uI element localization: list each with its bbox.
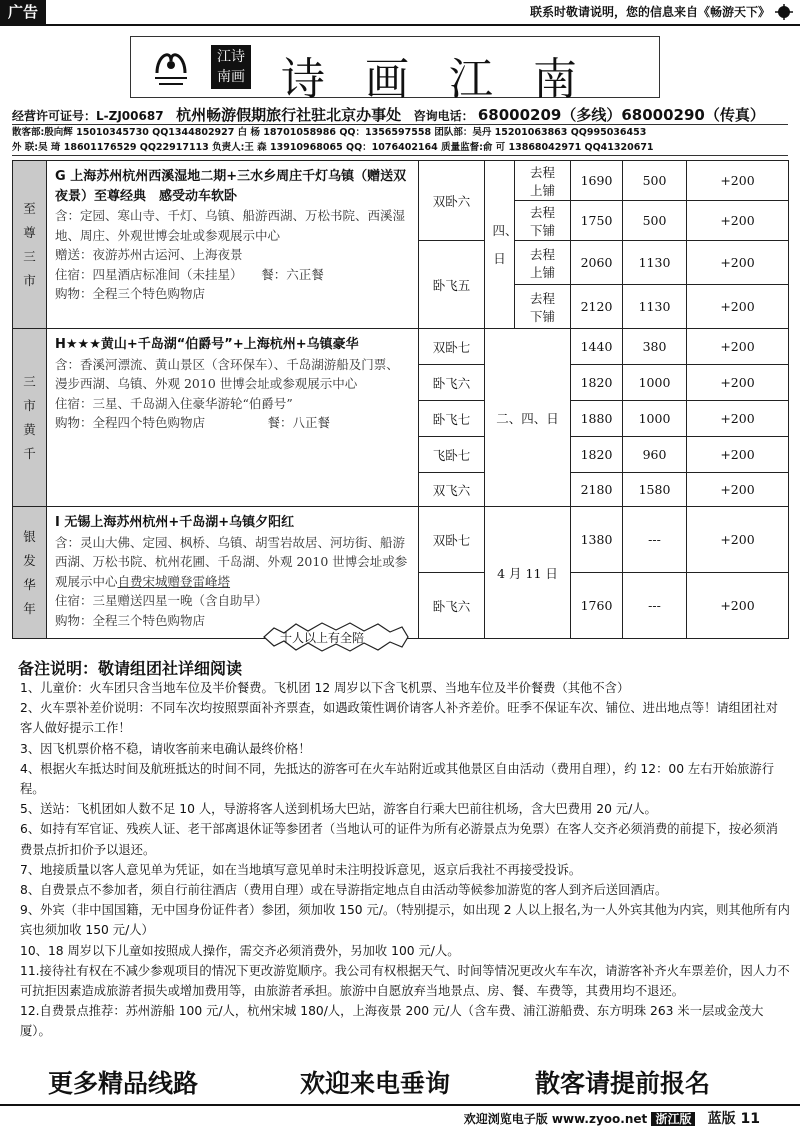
escort-badge-text: 十人以上有全陪 <box>280 631 365 645</box>
adult-price: 1380 <box>571 507 623 573</box>
route-line: 购物：全程三个特色购物店 <box>55 612 206 628</box>
transport-cell: 卧飞六 <box>419 365 485 401</box>
single-supplement: +200 <box>687 329 789 365</box>
top-bar <box>0 0 800 26</box>
adult-price: 2060 <box>571 241 623 285</box>
transport-cell: 双卧七 <box>419 507 485 573</box>
child-price: 960 <box>623 437 687 473</box>
route-line: 住宿：四星酒店标准间（未挂星） 餐：六正餐 <box>55 266 324 282</box>
child-price: 1000 <box>623 365 687 401</box>
transport-cell: 卧飞六 <box>419 573 485 639</box>
route-category: 三市黄千 <box>13 329 47 507</box>
route-title: G 上海苏州杭州西溪湿地二期+三水乡周庄千灯乌镇（赠送双夜景）至尊经典 感受动车软卧 <box>55 169 407 204</box>
note-item: 8、自费景点不参加者，须自行前往酒店（费用自理）或在导游指定地点自由活动等候参加游览的客人到齐后送回酒店。 <box>20 883 668 898</box>
single-supplement: +200 <box>687 507 789 573</box>
note-item: 11.接待社有权在不减少参观项目的情况下更改游览顺序。我公司有权根据天气、时间等情况更改火车车次，请游客补齐火车票差价，因人力不可抗拒因素造成旅游者损失或增加费用等，由旅游者承担。旅游中自愿放弃当地景点、房、餐、车费等，其费用均不退还。 <box>20 963 790 999</box>
slogan: 欢迎来电垂询 <box>300 1069 451 1098</box>
transport-cell: 双飞六 <box>419 473 485 507</box>
single-supplement: +200 <box>687 241 789 285</box>
departure-days: 二、四、日 <box>485 329 571 507</box>
transport-cell: 飞卧七 <box>419 437 485 473</box>
contact-row: 外 联:吴 琦 18601176529 QQ22917113 负责人:王 森 13910968065 QQ：1076402164 质量监督:俞 可 13868042971 QQ41320671 <box>12 142 654 153</box>
adult-price: 2180 <box>571 473 623 507</box>
child-price: --- <box>623 573 687 639</box>
berth-cell: 去程下铺 <box>515 285 571 329</box>
adult-price: 1690 <box>571 161 623 201</box>
departure-days: 四、日 <box>485 161 515 329</box>
adult-price: 1750 <box>571 201 623 241</box>
route-extra: 自费宋城赠登雷峰塔 <box>117 573 231 589</box>
footer-divider <box>0 1104 800 1106</box>
child-price: --- <box>623 507 687 573</box>
contact-list <box>12 124 788 156</box>
berth-cell: 去程下铺 <box>515 201 571 241</box>
child-price: 500 <box>623 161 687 201</box>
route-category: 至尊三市 <box>13 161 47 329</box>
source-note: 联系时敬请说明，您的信息来自《畅游天下》 <box>529 5 770 19</box>
notes-list <box>20 678 790 1042</box>
route-line: 含：香溪河漂流、黄山景区（含环保车）、千岛湖游船及门票、漫步西湖、乌镇、外观 2010 世博会址或参观展示中心 <box>55 356 399 391</box>
page-title: 诗画江南 <box>281 54 617 105</box>
note-item: 5、送站：飞机团如人数不足 10 人，导游将客人送到机场大巴站，游客自行乘大巴前往机场，含大巴费用 20 元/人。 <box>20 802 657 817</box>
child-price: 380 <box>623 329 687 365</box>
adult-price: 1880 <box>571 401 623 437</box>
route-line: 含：定园、寒山寺、千灯、乌镇、船游西湖、万松书院、西溪湿地、周庄、外观世博会址或参观展示中心 <box>55 208 406 243</box>
route-line: 购物：全程四个特色购物店 餐：八正餐 <box>55 415 331 430</box>
berth-cell: 去程上铺 <box>515 241 571 285</box>
single-supplement: +200 <box>687 573 789 639</box>
slogan: 更多精品线路 <box>48 1069 199 1098</box>
notes-title: 备注说明：敬请组团社详细阅读 <box>18 659 243 678</box>
note-item: 3、因飞机票价格不稳，请收客前来电确认最终价格！ <box>20 741 311 756</box>
page-number: 蓝版 11 <box>707 1111 760 1127</box>
route-description <box>47 329 419 507</box>
ad-label: 广告 <box>0 0 46 24</box>
transport-cell: 卧飞七 <box>419 401 485 437</box>
route-title: H★★★黄山+千岛湖“伯爵号”+上海杭州+乌镇豪华 <box>55 337 359 352</box>
contact-row: 散客部:殷向辉 15010345730 QQ1344802927 白 杨 18701058986 QQ：1356597558 团队部：吴丹 15201063863 QQ995036453 <box>12 127 647 138</box>
note-item: 7、地接质量以客人意见单为凭证，如在当地填写意见单时未注明投诉意见，返京后我社不再接受投诉。 <box>20 862 582 877</box>
single-supplement: +200 <box>687 473 789 507</box>
note-item: 9、外宾（非中国国籍，无中国身份证件者）参团，须加收 150 元/。（特别提示，如出现 2 人以上报名,为一人外宾其他为内宾，则其他所有内宾也须加收 150 元/人） <box>20 903 790 938</box>
transport-cell: 卧飞五 <box>419 241 485 329</box>
publication-logo-icon <box>774 3 794 21</box>
single-supplement: +200 <box>687 401 789 437</box>
expo-2010-logo-icon <box>149 43 193 91</box>
brand-seal: 江诗南画 <box>211 45 251 89</box>
single-supplement: +200 <box>687 161 789 201</box>
footer <box>464 1108 760 1127</box>
child-price: 500 <box>623 201 687 241</box>
route-line: 含：灵山大佛、定园、枫桥、乌镇、胡雪岩故居、河坊街、船游西湖、万松书院、杭州花圃、千岛湖、外观 2010 世博会址或参观展示中心自费宋城赠登雷峰塔 <box>55 534 408 589</box>
child-price: 1130 <box>623 285 687 329</box>
child-price: 1130 <box>623 241 687 285</box>
slogan: 散客请提前报名 <box>535 1069 711 1098</box>
routes-table <box>12 160 789 639</box>
license-line <box>12 104 765 125</box>
child-price: 1580 <box>623 473 687 507</box>
route-description <box>47 507 419 639</box>
note-item: 2、火车票补差价说明：不同车次均按照票面补齐票查，如遇政策性调价请客人补齐差价。旺季不保证车次、铺位、进出地点等！请组团社对客人做好提示工作！ <box>20 701 778 736</box>
route-line: 住宿：三星赠送四星一晚（含自助早） <box>55 593 268 608</box>
single-supplement: +200 <box>687 285 789 329</box>
route-line: 赠送：夜游苏州古运河、上海夜景 <box>55 247 243 262</box>
license-number: 经营许可证号：L-ZJ00687 <box>12 109 164 123</box>
adult-price: 1820 <box>571 365 623 401</box>
single-supplement: +200 <box>687 201 789 241</box>
adult-price: 2120 <box>571 285 623 329</box>
note-item: 10、18 周岁以下儿童如按照成人操作，需交齐必须消费外，另加收 100 元/人。 <box>20 943 460 958</box>
note-item: 4、根据火车抵达时间及航班抵达的时间不同，先抵达的游客可在火车站附近或其他景区自由活动（费用自理），约 12：00 左右开始旅游行程。 <box>20 761 775 797</box>
edition-tag: 浙江版 <box>651 1112 695 1126</box>
departure-days: 4 月 11 日 <box>485 507 571 639</box>
berth-cell: 去程上铺 <box>515 161 571 201</box>
adult-price: 1440 <box>571 329 623 365</box>
transport-cell: 双卧六 <box>419 161 485 241</box>
note-item: 6、如持有军官证、残疾人证、老干部离退休证等参团者（当地认可的证件为所有必游景点为免票）在客人交齐必须消费的前提下，按必须消费景点折扣价予以退还。 <box>20 822 778 857</box>
tel-label: 咨询电话： <box>413 109 474 123</box>
route-line: 住宿：三星、千岛湖入住豪华游轮“伯爵号” <box>55 395 293 411</box>
route-title: I 无锡上海苏州杭州+千岛湖+乌镇夕阳红 <box>55 515 295 530</box>
route-description <box>47 161 419 329</box>
transport-cell: 双卧七 <box>419 329 485 365</box>
single-supplement: +200 <box>687 365 789 401</box>
note-item: 1、儿童价：火车团只含当地车位及半价餐费。飞机团 12 周岁以下含飞机票、当地车位及半价餐费（其他不含） <box>20 681 630 695</box>
brand-header <box>130 36 660 105</box>
adult-price: 1760 <box>571 573 623 639</box>
website-link[interactable]: 欢迎浏览电子版 www.zyoo.net <box>463 1112 648 1126</box>
child-price: 1000 <box>623 401 687 437</box>
single-supplement: +200 <box>687 437 789 473</box>
route-line: 购物：全程三个特色购物店 <box>55 286 206 301</box>
tel-number: 68000209（多线）68000290（传真） <box>477 106 765 124</box>
route-category: 银发华年 <box>13 507 47 639</box>
adult-price: 1820 <box>571 437 623 473</box>
agency-name: 杭州畅游假期旅行社驻北京办事处 <box>176 106 402 124</box>
note-item: 12.自费景点推荐：苏州游船 100 元/人，杭州宋城 180/人，上海夜景 200 元/人（含车费、浦江游船费、东方明珠 263 米一层或金茂大厦）。 <box>20 1004 764 1039</box>
